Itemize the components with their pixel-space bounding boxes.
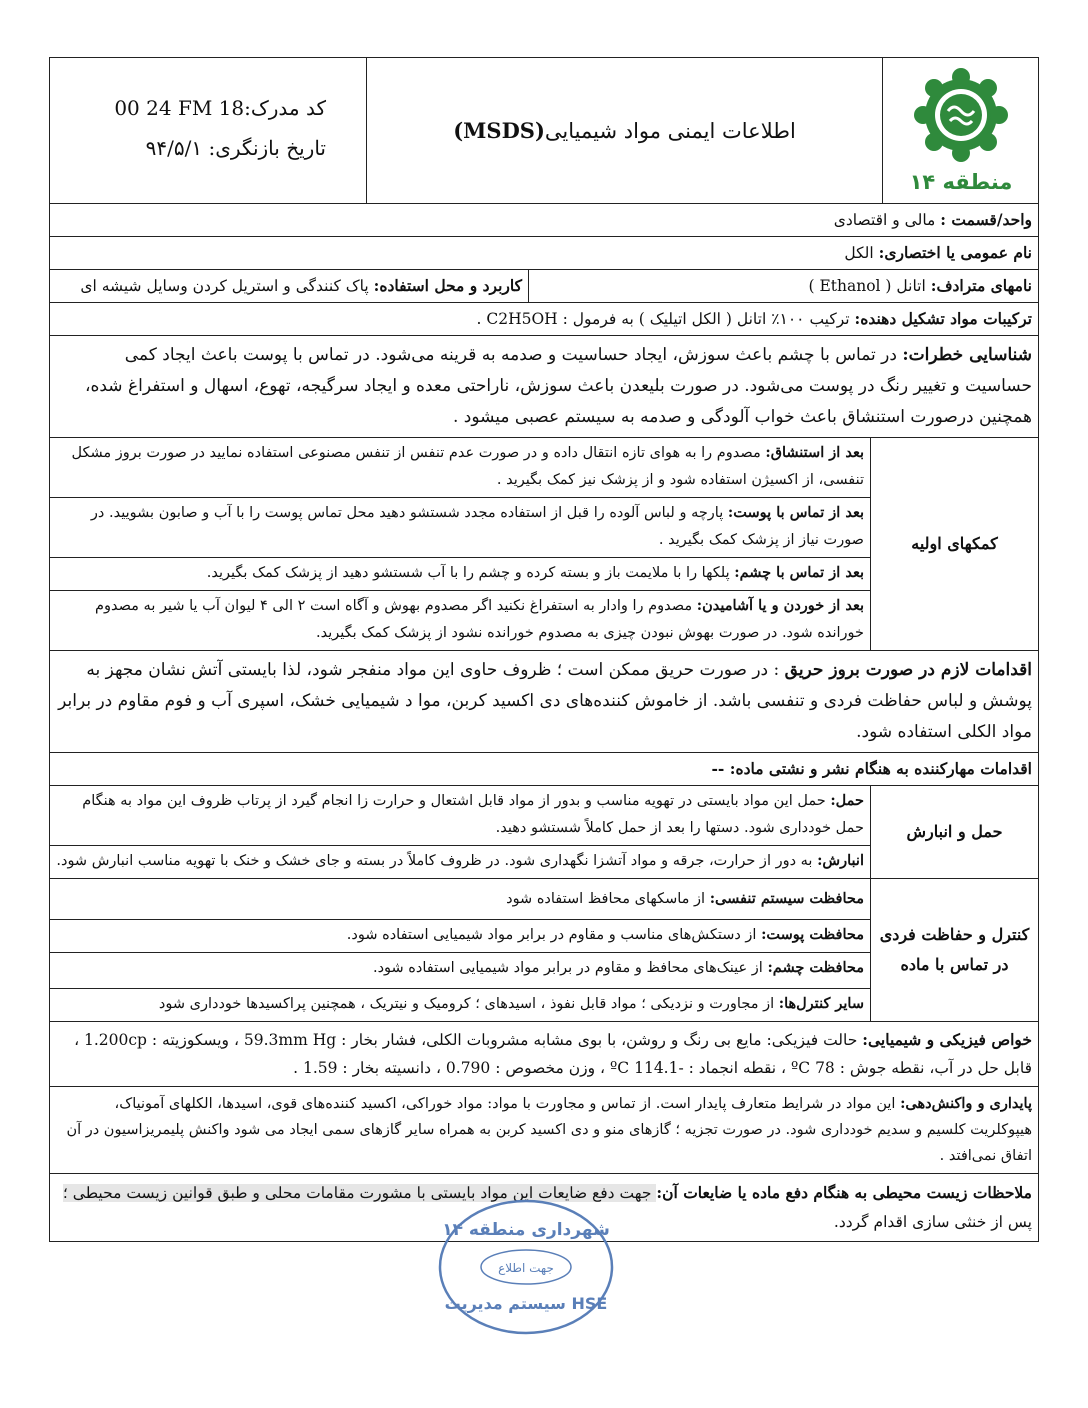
svg-text:شهرداری منطقه ۱۴: شهرداری منطقه ۱۴	[442, 1220, 610, 1240]
synonyms-cell: نامهای مترادف: اتانل ( Ethanol )	[528, 270, 1038, 302]
protection-section	[49, 879, 1039, 1022]
handling-section	[49, 786, 1039, 879]
revision-date: تاریخ بازنگری: ۹۴/۵/۱	[145, 136, 326, 160]
synonyms-usage-row	[49, 270, 1039, 303]
composition-row: ترکیبات مواد تشکیل دهنده: ترکیب ۱۰۰٪ اتانل ( الکل اتیلیک ) به فرمول : C2H5OH .	[49, 303, 1039, 336]
document-meta	[50, 58, 366, 203]
first-aid-section	[49, 438, 1039, 651]
hse-stamp	[436, 1197, 616, 1341]
first-aid-eye: بعد از تماس با چشم: پلکها را با ملایمت باز و بسته کرده و چشم را با آب شستشو دهید از پزشک کمک بگیرید.	[50, 557, 870, 590]
protection-eye: محافظت چشم: از عینک‌های محافظ و مقاوم در برابر مواد شیمیایی استفاده شود.	[50, 952, 870, 988]
protection-title: کنترل و حفاظت فردی در تماس با ماده	[870, 879, 1038, 1021]
first-aid-ingestion: بعد از خوردن و یا آشامیدن: مصدوم را وادار به استفراغ نکنید اگر مصدوم بهوش و آگاه است ۲ الی ۴ لیوان آب یا شیر به مصدوم خورانده شود. در صورت بهوش نبودن چیزی به مصدوم خورانده نشود از پزشک کمک بگیرید.	[50, 590, 870, 650]
svg-text:سیستم مدیریت HSE: سیستم مدیریت HSE	[444, 1294, 608, 1313]
municipality-logo	[882, 58, 1038, 203]
handling-transport: حمل: حمل این مواد بایستی در تهویه مناسب و بدور از مواد قابل اشتعال و حرارت زا انجام گیرد از پرتاب ظروف این مواد به هنگام حمل خودداری شود. دستها را بعد از حمل کاملاً شستشو دهید.	[82, 792, 864, 836]
handling-title: حمل و انبارش	[870, 786, 1038, 878]
usage-cell: کاربرد و محل استفاده: پاک کنندگی و استریل کردن وسایل شیشه ای	[80, 276, 522, 295]
protection-other: سایر کنترل‌ها: از مجاورت و نزدیکی ؛ مواد قابل نفوذ ، اسیدهای ؛ کرومیک و نیتریک ، همچنین پراکسیدها خودداری شود	[50, 988, 870, 1021]
title-code: (MSDS)	[453, 118, 545, 143]
title-text: اطلاعات ایمنی مواد شیمیایی	[544, 118, 796, 143]
fire-row: اقدامات لازم در صورت بروز حریق : در صورت حریق ممکن است ؛ ظروف حاوی این مواد منفجر شود، لذا بایستی آتش نشان مجهز به پوشش و لباس حفاظت فردی و تنفسی باشد. از خاموش کننده‌های دی اکسید کربن، موا د شیمیایی خشک، اسپری آب و فوم مقاوم در برابر مواد الکلی استفاده شود.	[49, 651, 1039, 753]
first-aid-inhalation: بعد از استنشاق: مصدوم را به هوای تازه انتقال داده و در صورت عدم تنفس از تنفس مصنوعی استفاده نمایید در صورت بروز مشکل تنفسی، از اکسیژن استفاده شود و از پزشک نیز کمک بگیرید .	[71, 444, 864, 488]
hazards-row: شناسایی خطرات: در تماس با چشم باعث سوزش، ایجاد حساسیت و صدمه به قرینه می‌شود. در تماس با پوست باعث ایجاد کمی حساسیت و تغییر رنگ در پوست می‌شود. در صورت بلیعدن باعث سوزش، ناراحتی معده و ایجاد سرگیجه، تهوع، اسهال و استفراغ شده، همچنین درصورت استنشاق باعث خواب آلودگی و صدمه به سیستم عصبی میشود .	[49, 336, 1039, 438]
svg-text:جهت اطلاع: جهت اطلاع	[498, 1261, 554, 1275]
handling-storage: انبارش: به دور از حرارت، جرقه و مواد آتشزا نگهداری شود. در ظروف کاملاً در بسته و جای خشک و خنک با تهویه مناسب انبارش شود.	[50, 845, 870, 878]
environment-row: ملاحظات زیست محیطی به هنگام دفع ماده یا ضایعات آن: جهت دفع ضایعات این مواد بایستی با مشورت مقامات محلی و طبق قوانین زیست محیطی ؛ پس از خنثی سازی اقدام گردد.	[49, 1174, 1039, 1242]
protection-respiratory: محافظت سیستم تنفسی: از ماسکهای محافظ استفاده شود	[506, 890, 864, 907]
stability-row: پایداری و واکنش‌دهی: این مواد در شرایط متعارف پایدار است. از تماس و مجاورت با مواد: مواد خوراکی، اکسید کننده‌های قوی، اسیدها، الکلهای آمونیاک، هیپوکلریت کلسیم و سدیم خودداری شود. در صورت تجزیه ؛ گازهای منو و دی اکسید کربن به همراه سایر گازهای سمی ایجاد می شود واکنش پلیمریزاسیون در آن اتفاق نمی‌افتد .	[49, 1087, 1039, 1174]
common-name-row: نام عمومی یا اختصاری: الکل	[49, 237, 1039, 270]
svg-text:منطقه ۱۴: منطقه ۱۴	[909, 169, 1012, 194]
document-title	[366, 58, 882, 203]
first-aid-title: کمکهای اولیه	[870, 438, 1038, 650]
unit-row: واحد/قسمت : مالی و اقتصادی	[49, 204, 1039, 237]
first-aid-skin: بعد از تماس با پوست: پارچه و لباس آلوده را قبل از استفاده مجدد شستشو دهید محل تماس پوست را با آب و صابون بشویید. در صورت نیاز از پزشک کمک بگیرید .	[50, 497, 870, 557]
physical-row: خواص فیزیکی و شیمیایی: حالت فیزیکی: مایع بی رنگ و روشن، با بوی مشابه مشروبات الکلی، فشار بخار : 59.3mm Hg ، ویسکوزیته : 1.200cp ، قابل حل در آب، نقطه جوش : 78 ºC ، نقطه انجماد : -114.1 ºC ، وزن مخصوص : 0.790 ، دانسیته بخار : 1.59 .	[49, 1022, 1039, 1087]
document-header	[49, 57, 1039, 204]
protection-skin: محافظت پوست: از دستکش‌های مناسب و مقاوم در برابر مواد شیمیایی استفاده شود.	[50, 919, 870, 952]
doc-code: کد مدرک:00 24 FM 18	[114, 96, 326, 120]
spill-row: اقدامات مهارکننده به هنگام نشر و نشتی ماده: --	[49, 753, 1039, 786]
